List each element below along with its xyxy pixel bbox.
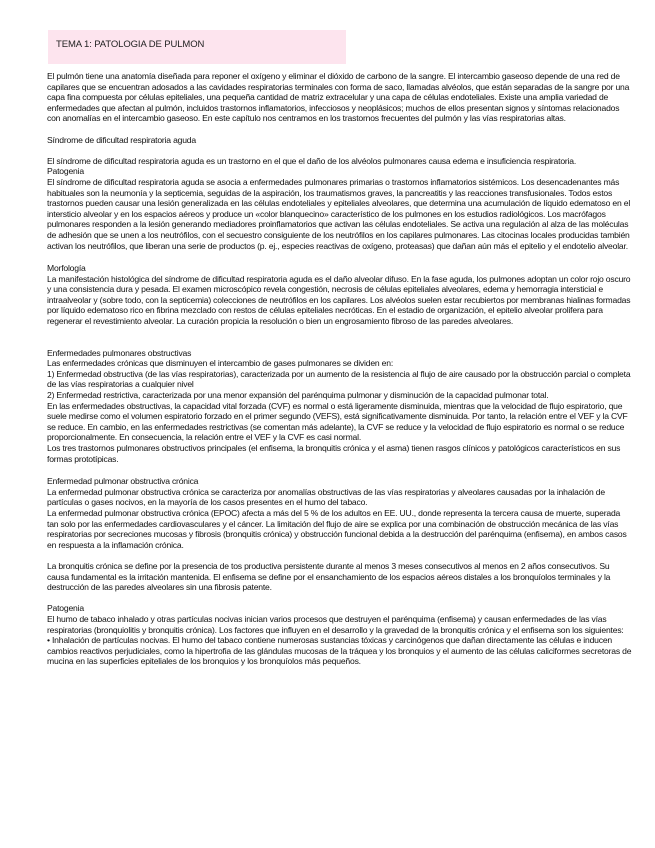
document-body: [47, 71, 632, 667]
obstructivas-line: 2) Enfermedad restrictiva, caracterizada por una menor expansión del parénquima pulmonar y disminución de la capacidad pulmonar total.: [47, 390, 549, 401]
sdra-heading: Síndrome de dificultad respiratoria aguda: [47, 134, 196, 145]
obstructivas-line: Los tres trastornos pulmonares obstructivos principales (el enfisema, la bronquitis crónica y el asma) tienen rasgos clínicos y patológicos característicos en sus formas prototípicas.: [47, 443, 621, 464]
epoc-paragraph-3: La bronquitis crónica se define por la presencia de tos productiva persistente durante al menos 3 meses consecutivos al menos en 2 años consecutivos. Su causa fundamental es la irritación mantenida. El enfisema se define por el ensanchamiento de los espacios aéreos distales a los bronquíolos terminales y la destrucción de las paredes alveolares sin una fibrosis patente.: [47, 560, 611, 593]
document-title: TEMA 1: PATOLOGIA DE PULMON: [56, 39, 205, 50]
sdra-patogenia-text: El síndrome de dificultad respiratoria aguda se asocia a enfermedades pulmonares primarias o trastornos inflamatorios sistémicos. Los desencadenantes más habituales son la neumonía y la septicemia, seguidas de la aspiración, los traumatismos graves, la pancreatitis y las reacciones transfusionales. Todos estos trastornos pueden causar una lesión generalizada en las células endoteliales y epiteliales alveolares, que determina una acumulación de líquido edematoso en el intersticio alveolar y en los espacios aéreos y produce un «color blanquecino» característico de los pulmones en los estudios radiológicos. Los macrófagos pulmonares responden a la lesión generando mediadores proinflamatorios que activan las células endoteliales. Se activa una regulación al alza de las moléculas de adhesión que se unen a los neutrófilos, con el secuestro consiguiente de los neutrófilos en los capilares pulmonares. Las citocinas locales producidas también activan los neutrófilos, que liberan una serie de productos (p. ej., especies reactivas de oxígeno, proteasas) que dañan aún más el epitelio y el endotelio alveolar.: [47, 176, 631, 251]
epoc-patogenia-text: El humo de tabaco inhalado y otras partículas nocivas inician varios procesos que destruyen el parénquima (enfisema) y causan enfermedades de las vías respiratorias (bronquiolitis y bronquitis crónica). Los factores que influyen en el desarrollo y la gravedad de la bronquitis crónica y el enfisema son los siguientes:: [47, 613, 624, 635]
epoc-patogenia-heading: Patogenia: [47, 603, 84, 614]
sdra-morfologia-text: La manifestación histológica del síndrome de dificultad respiratoria aguda es el daño alveolar difuso. En la fase aguda, los pulmones adoptan un color rojo oscuro y una consistencia dura y pesada. El examen microscópico revela congestión, necrosis de células epiteliales alveolares, edema y hemorragia intersticial e intraalveolar y (sobre todo, con la septicemia) colecciones de neutrófilos en los capilares. Los alvéolos suelen estar recubiertos por membranas hialinas formadas por líquido edematoso rico en fibrina mezclado con restos de células epiteliales necróticas. En el estadio de organización, el epitelio alveolar prolifera para regenerar el revestimiento alveolar. La curación propicia la resolución o bien un engrosamiento fibroso de las paredes alveolares.: [47, 273, 631, 327]
sdra-morfologia-heading: Morfología: [47, 263, 86, 274]
epoc-bullet-item: • Inhalación de partículas nocivas. El humo del tabaco contiene numerosas sustancias tóxicas y carcinógenos que dañan directamente las células e inducen cambios reactivos perjudiciales, como la hipertrofia de las glándulas mucosas de la tráquea y los bronquios y el aumento de las células caliciformes secretoras de mucina en las superficies epiteliales de los bronquios y los bronquíolos más pequeños.: [47, 635, 632, 667]
obstructivas-line: En las enfermedades obstructivas, la capacidad vital forzada (CVF) es normal o está ligeramente disminuida, mientras que la velocidad de flujo espiratorio, que suele medirse como el volumen espiratorio forzado en el primer segundo (VEFS), está significativamente disminuida. Por tanto, la relación entre el VEF y la CVF se reduce. En cambio, en las enfermedades restrictivas (se comentan más adelante), la CVF se reduce y la velocidad de flujo espiratorio es normal o se reduce proporcionalmente. En consecuencia, la relación entre el VEF y la CVF es casi normal.: [47, 400, 628, 443]
obstructivas-line: Las enfermedades crónicas que disminuyen el intercambio de gases pulmonares se dividen en:: [47, 358, 394, 369]
epoc-paragraph-2: La enfermedad pulmonar obstructiva crónica (EPOC) afecta a más del 5 % de los adultos en EE. UU., donde representa la tercera causa de muerte, superada tan solo por las enfermedades cardiovasculares y el cáncer. La limitación del flujo de aire se explica por una combinación de obstrucción mecánica de las vías respiratorias por secreciones mucosas y fibrosis (bronquitis crónica) y obstrucción funcional debida a la destrucción del parénquima (enfisema), en ambos casos en respuesta a la inflamación crónica.: [47, 507, 627, 550]
title-banner: [48, 30, 346, 64]
intro-paragraph: El pulmón tiene una anatomía diseñada para reponer el oxígeno y eliminar el dióxido de carbono de la sangre. El intercambio gaseoso depende de una red de capilares que se encuentran adosados a las cavidades respiratorias terminales con forma de saco, llamadas alvéolos, que están separadas de la sangre por una capa fina compuesta por células epiteliales, una pequeña cantidad de matriz extracelular y una capa de células endoteliales. Existe una amplia variedad de enfermedades que afectan al pulmón, incluidos trastornos inflamatorios, infecciosos y neoplásicos; muchos de ellos presentan signos y síntomas relacionados con anomalías en el intercambio gaseoso. En este capítulo nos centramos en los trastornos frecuentes del pulmón y las vías respiratorias altas.: [47, 71, 630, 124]
sdra-patogenia-heading: Patogenia: [47, 166, 84, 177]
epoc-paragraph-1: La enfermedad pulmonar obstructiva crónica se caracteriza por anomalías obstructivas de las vías respiratorias y alveolares causadas por la inhalación de partículas o gases nocivos, en la mayoría de los casos presentes en el humo del tabaco.: [47, 486, 605, 508]
obstructivas-heading: Enfermedades pulmonares obstructivas: [47, 347, 192, 358]
sdra-definition: El síndrome de dificultad respiratoria aguda es un trastorno en el que el daño de los alvéolos pulmonares causa edema e insuficiencia respiratoria.: [47, 155, 577, 166]
obstructivas-line: 1) Enfermedad obstructiva (de las vías respiratorias), caracterizada por un aumento de la resistencia al flujo de aire causado por la obstrucción parcial o completa de las vías respiratorias a cualquier nivel: [47, 368, 631, 390]
epoc-heading: Enfermedad pulmonar obstructiva crónica: [47, 476, 199, 487]
